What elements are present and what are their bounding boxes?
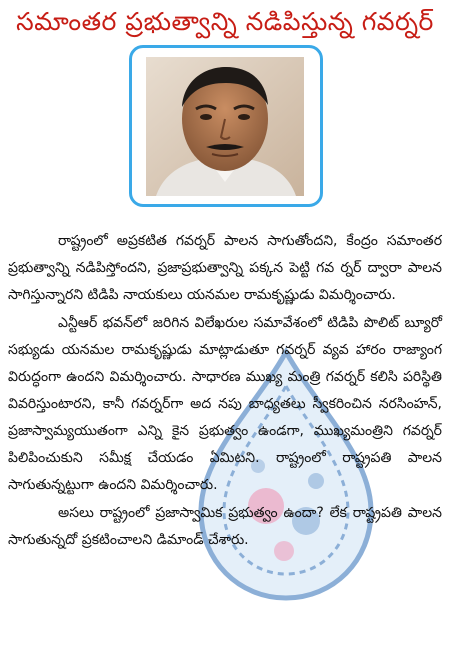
portrait-photo — [146, 57, 304, 196]
headline: సమాంతర ప్రభుత్వాన్ని నడిపిస్తున్న గవర్నర్ — [16, 7, 434, 36]
paragraph-3: అసలు రాష్ట్రంలో ప్రజాస్వామిక ప్రభుత్వం ఉందా? లేక రాష్ట్రపతి పాలన సాగుతున్నదో ప్రకటించాలని డిమాండ్ చేశారు. — [8, 505, 442, 548]
article-body — [8, 228, 442, 554]
paragraph-1: రాష్ట్రంలో అప్రకటిత గవర్నర్ పాలన సాగుతోందని, కేంద్రం సమాంతర ప్రభుత్వాన్ని నడిపిస్తోందని, ప్రజాప్రభుత్వాన్ని పక్కన పెట్టి గవ ర్నర్ ద్వారా పాలన సాగిస్తున్నారని టిడిపి నాయకులు యనమల రామకృష్ణుడు విమర్శించారు. — [8, 233, 442, 303]
paragraph-2: ఎన్టీఆర్ భవన్‌లో జరిగిన విలేఖరుల సమావేశంలో టిడిపి పొలిట్ బ్యూరో సభ్యుడు యనమల రామకృష్ణుడు మాట్లాడుతూ గవర్నర్ వ్యవ హారం రాజ్యాంగ విరుద్ధంగా ఉందని విమర్శించారు. సాధారణ ముఖ్య మంత్రి గవర్నర్ కలిసి పరిస్థితి వివరిస్తుంటారని, కానీ గవర్నర్‌గా అద నపు బాధ్యతలు స్వీకరించిన నరసింహన్, ప్రజాస్వామ్యయుతంగా ఎన్ని కైన ప్రభుత్వం ఉండగా, ముఖ్యమంత్రిని గవర్నర్ పిలిపించుకుని సమీక్ష చేయడం ఏమిటని. రాష్ట్రంలో రాష్ట్రపతి పాలన సాగుతున్నట్టుగా ఉందని విమర్శించారు. — [8, 315, 442, 493]
photo-frame — [129, 45, 323, 207]
